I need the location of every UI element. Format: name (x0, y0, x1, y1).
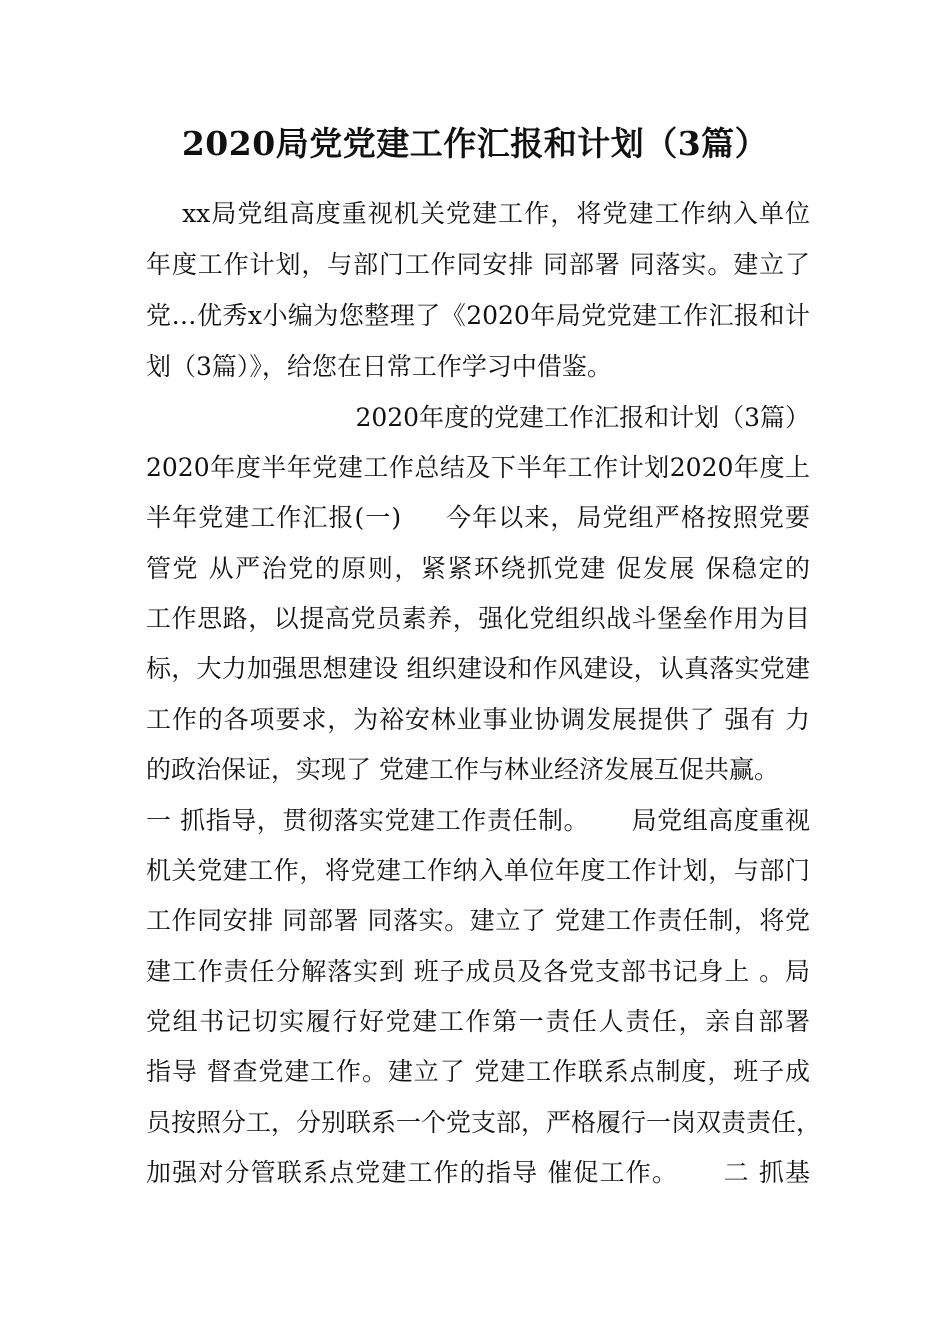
body-line-9: 机关党建工作，将党建工作纳入单位年度工作计划，与部门 (146, 856, 810, 885)
body-line-7: 的政治保证，实现了 党建工作与林业经济发展互促共赢。 (146, 755, 779, 784)
body-line-12: 党组书记切实履行好党建工作第一责任人责任，亲自部署 (146, 1007, 810, 1036)
body-line-6: 工作的各项要求，为裕安林业事业协调发展提供了 强有 力 (146, 705, 810, 734)
document-title: 2020局党党建工作汇报和计划（3篇） (181, 124, 769, 163)
body-line-8: 一 抓指导，贯彻落实党建工作责任制。 局党组高度重视 (146, 806, 810, 835)
subtitle-line: 2020年度的党建工作汇报和计划（3篇） (355, 403, 810, 432)
intro-line-4: 划（3篇）》，给您在日常工作学习中借鉴。 (146, 352, 612, 381)
intro-line-2: 年度工作计划，与部门工作同安排 同部署 同落实。建立了 (146, 250, 810, 279)
body-line-4: 工作思路，以提高党员素养，强化党组织战斗堡垒作用为目 (146, 604, 810, 633)
intro-line-3: 党…优秀x小编为您整理了《2020年局党党建工作汇报和计 (146, 301, 810, 330)
body-line-10: 工作同安排 同部署 同落实。建立了 党建工作责任制，将党 (146, 906, 810, 935)
body-line-3: 管党 从严治党的原则，紧紧环绕抓党建 促发展 保稳定的 (146, 554, 810, 583)
intro-line-1: xx局党组高度重视机关党建工作，将党建工作纳入单位 (146, 199, 810, 228)
body-line-5: 标，大力加强思想建设 组织建设和作风建设，认真落实党建 (146, 654, 810, 683)
body-line-15: 加强对分管联系点党建工作的指导 催促工作。 二 抓基 (146, 1158, 810, 1187)
body-line-14: 员按照分工，分别联系一个党支部，严格履行一岗双责责任， (146, 1108, 822, 1137)
body-line-1: 2020年度半年党建工作总结及下半年工作计划2020年度上 (146, 453, 810, 482)
body-line-11: 建工作责任分解落实到 班子成员及各党支部书记身上 。局 (146, 957, 810, 986)
body-line-13: 指导 督查党建工作。建立了 党建工作联系点制度，班子成 (146, 1057, 810, 1086)
body-line-2: 半年党建工作汇报(一) 今年以来，局党组严格按照党要 (146, 503, 810, 532)
